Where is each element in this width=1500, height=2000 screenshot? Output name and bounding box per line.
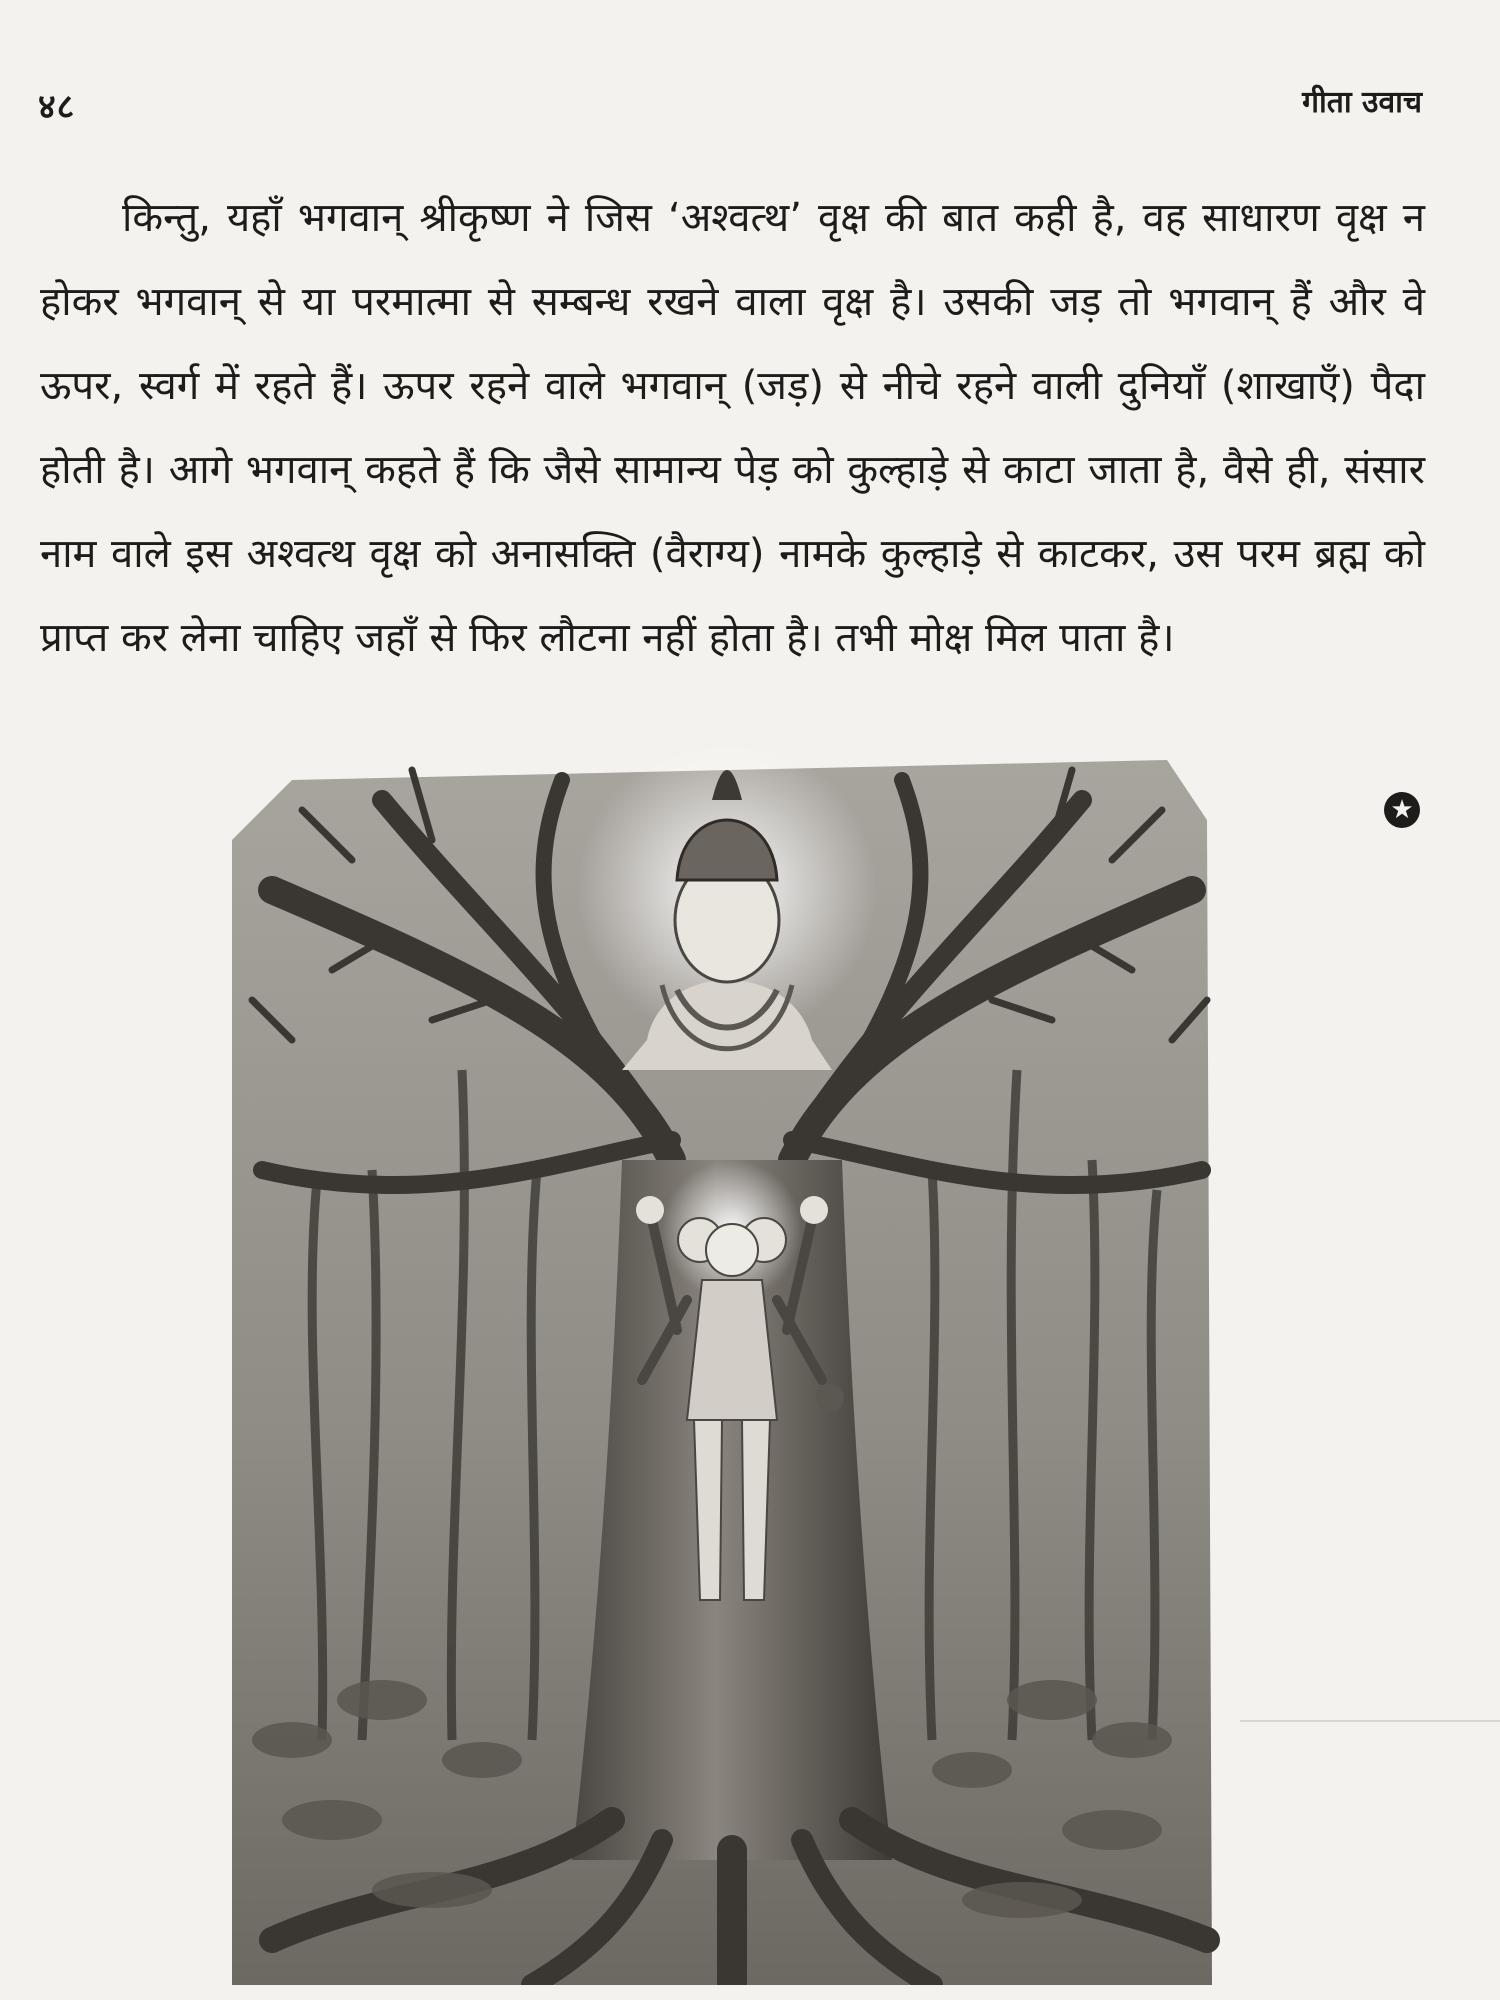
ashvattha-tree-illustration [232, 740, 1232, 1985]
star-in-circle-icon: ★ [1384, 792, 1420, 828]
tree-painting [232, 740, 1232, 1985]
running-header: गीता उवाच [1302, 85, 1422, 120]
body-paragraph: किन्तु, यहाँ भगवान् श्रीकृष्ण ने जिस ‘अश्वत्थ’ वृक्ष की बात कही है, वह साधारण वृक्ष न होकर भगवान् से या परमात्मा से सम्बन्ध रखने वाला वृक्ष है। उसकी जड़ तो भगवान् हैं और वे ऊपर, स्वर्ग में रहते हैं। ऊपर रहने वाले भगवान् (जड़) से नीचे रहने वाली दुनियाँ (शाखाएँ) पैदा होती है। आगे भगवान् कहते हैं कि जैसे सामान्य पेड़ को कुल्हाड़े से काटा जाता है, वैसे ही, संसार नाम वाले इस अश्वत्थ वृक्ष को अनासक्ति (वैराग्य) नामके कुल्हाड़े से काटकर, उस परम ब्रह्म को प्राप्त कर लेना चाहिए जहाँ से फिर लौटना नहीं होता है। तभी मोक्ष मिल पाता है। [40, 195, 1425, 661]
show-through-rule [1240, 1720, 1500, 1722]
page-number: ४८ [38, 87, 76, 127]
